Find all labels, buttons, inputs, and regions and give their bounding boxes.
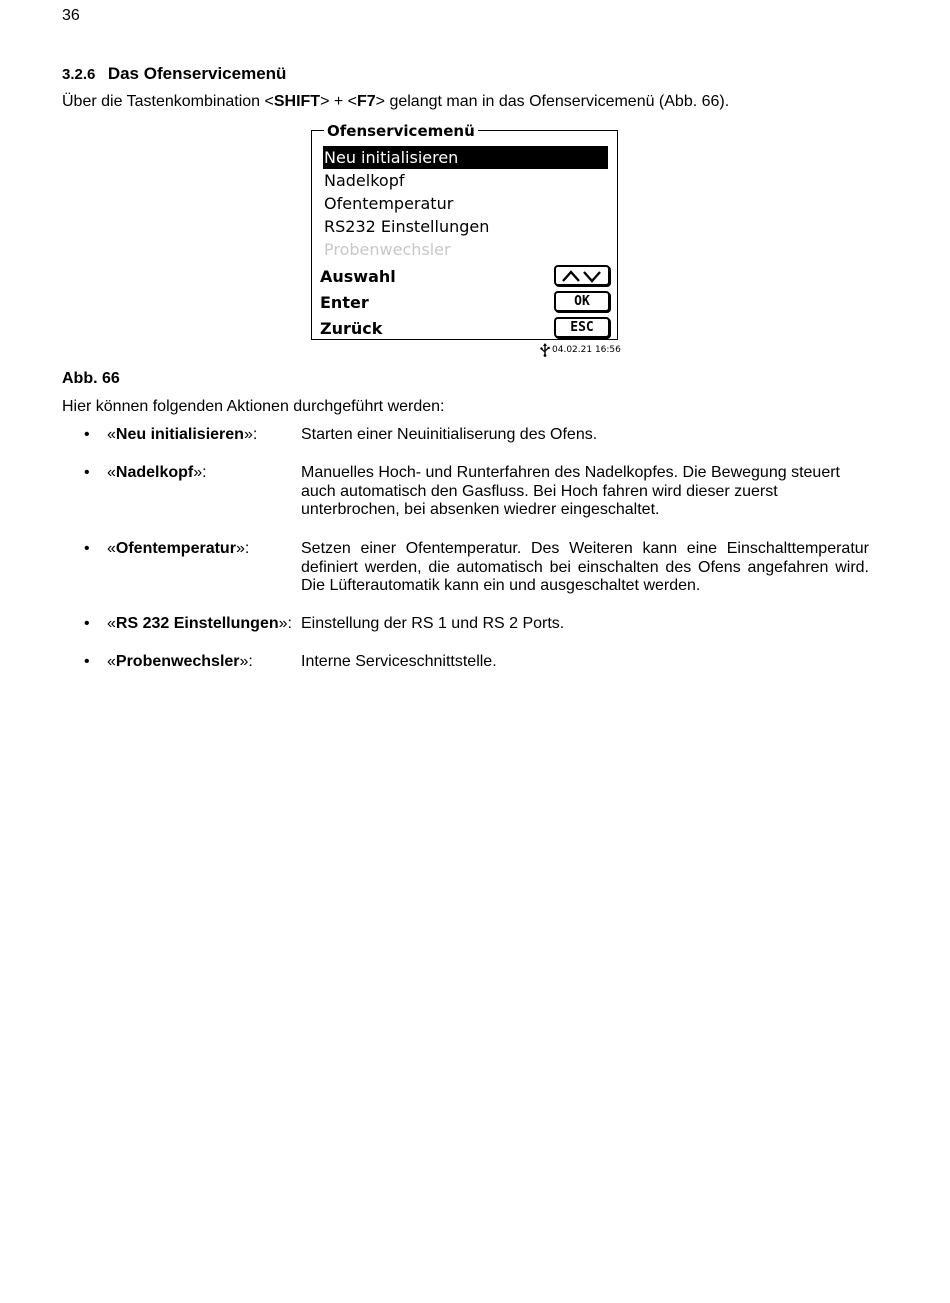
figure-caption: Abb. 66 (62, 370, 120, 387)
usb-icon (540, 343, 550, 357)
section-heading (62, 64, 286, 84)
page-number: 36 (62, 7, 80, 24)
menu-item-neu-initialisieren[interactable]: Neu initialisieren (323, 146, 608, 169)
intro-text-1: Über die Tastenkombination < (62, 93, 274, 110)
action-description: Starten einer Neuinitialiserung des Ofens. (301, 426, 598, 443)
select-arrows-button[interactable] (554, 265, 610, 286)
action-description: Interne Serviceschnittstelle. (301, 653, 497, 670)
key-row-zurueck (320, 317, 610, 341)
device-screen (311, 122, 618, 340)
action-term: «Probenwechsler»: (107, 653, 253, 670)
bullet-icon: • (84, 615, 90, 632)
ok-button[interactable]: OK (554, 291, 610, 312)
intro-text-2: > + < (320, 93, 357, 110)
bullet-icon: • (84, 426, 90, 443)
screen-title: Ofenservicemenü (324, 123, 478, 139)
bullet-icon: • (84, 540, 90, 557)
action-term: «Ofentemperatur»: (107, 540, 250, 557)
section-number: 3.2.6 (62, 66, 96, 83)
section-title: Das Ofenservicemenü (107, 64, 287, 83)
key-label-zurueck: Zurück (320, 319, 383, 338)
up-down-arrows-icon (560, 269, 604, 283)
action-description: Einstellung der RS 1 und RS 2 Ports. (301, 615, 565, 632)
f7-key-label: F7 (356, 93, 376, 110)
esc-button[interactable]: ESC (554, 317, 610, 338)
action-description: Setzen einer Ofentemperatur. Des Weiteren kann eine Einschalttemperatur definiert werden, die automatisch bei einschalten des Ofens angefahren wird. Die Lüfterautomatik kann ein und ausgeschaltet werden. (301, 540, 869, 595)
intro-text-3: > gelangt man in das Ofenservicemenü (Abb. 66). (375, 93, 730, 110)
action-description: Manuelles Hoch- und Runterfahren des Nadelkopfes. Die Bewegung steuert auch automatisch den Gasfluss. Bei Hoch fahren wird dieser zuerst unterbrochen, bei absenken wiedrer eingeschaltet. (301, 464, 840, 519)
lead-sentence: Hier können folgenden Aktionen durchgeführt werden: (62, 398, 445, 415)
intro-paragraph (62, 93, 729, 111)
action-term: «Neu initialisieren»: (107, 426, 258, 443)
action-term: «RS 232 Einstellungen»: (107, 615, 292, 632)
shift-key-label: SHIFT (273, 93, 321, 110)
action-term: «Nadelkopf»: (107, 464, 207, 481)
bullet-icon: • (84, 464, 90, 481)
status-bar (540, 343, 621, 357)
bullet-icon: • (84, 653, 90, 670)
menu-item-ofentemperatur[interactable]: Ofentemperatur (324, 194, 454, 213)
service-menu (323, 146, 608, 261)
key-row-auswahl (320, 265, 610, 289)
menu-item-nadelkopf[interactable]: Nadelkopf (324, 171, 405, 190)
key-row-enter (320, 291, 610, 315)
key-label-auswahl: Auswahl (320, 267, 396, 286)
menu-item-rs232-einstellungen[interactable]: RS232 Einstellungen (324, 217, 490, 236)
key-label-enter: Enter (320, 293, 369, 312)
menu-item-probenwechsler: Probenwechsler (324, 240, 451, 259)
status-datetime: 04.02.21 16:56 (552, 345, 621, 355)
